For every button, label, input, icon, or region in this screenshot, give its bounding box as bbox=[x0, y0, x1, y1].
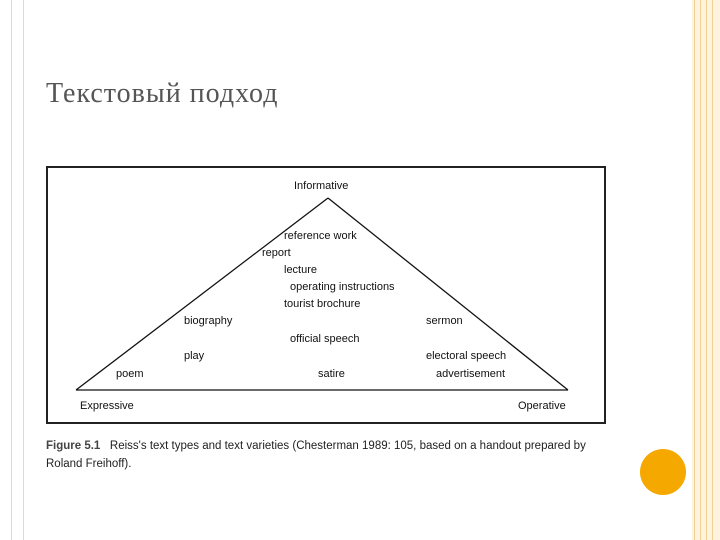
text-variety-label: poem bbox=[116, 368, 144, 380]
figure-caption bbox=[46, 437, 616, 473]
triangle-diagram bbox=[48, 168, 604, 422]
text-variety-label: reference work bbox=[284, 230, 357, 242]
text-variety-label: advertisement bbox=[436, 368, 506, 380]
text-variety-label: official speech bbox=[290, 333, 360, 345]
left-frame-stripe-inner bbox=[12, 0, 24, 540]
figure-box bbox=[46, 166, 606, 424]
text-variety-label: biography bbox=[184, 315, 233, 327]
right-corner-label: Operative bbox=[518, 400, 566, 412]
text-variety-label: play bbox=[184, 350, 205, 362]
text-variety-label: operating instructions bbox=[290, 281, 395, 293]
slide-title: Текстовый подход bbox=[46, 78, 279, 109]
left-corner-label: Expressive bbox=[80, 400, 134, 412]
text-variety-label: electoral speech bbox=[426, 350, 507, 362]
left-frame-stripe bbox=[0, 0, 12, 540]
text-variety-label: tourist brochure bbox=[284, 298, 361, 310]
text-variety-label: lecture bbox=[284, 264, 318, 276]
caption-text: Reiss's text types and text varieties (Chesterman 1989: 105, based on a handout prepared by Roland Freihoff). bbox=[46, 440, 586, 470]
decorative-circle bbox=[640, 449, 686, 495]
figure-number: Figure 5.1 bbox=[46, 440, 101, 452]
apex-label: Informative bbox=[294, 180, 349, 192]
text-variety-label: satire bbox=[318, 368, 345, 380]
text-variety-label: report bbox=[262, 247, 291, 259]
right-frame-band bbox=[692, 0, 720, 540]
text-variety-label: sermon bbox=[426, 315, 463, 327]
